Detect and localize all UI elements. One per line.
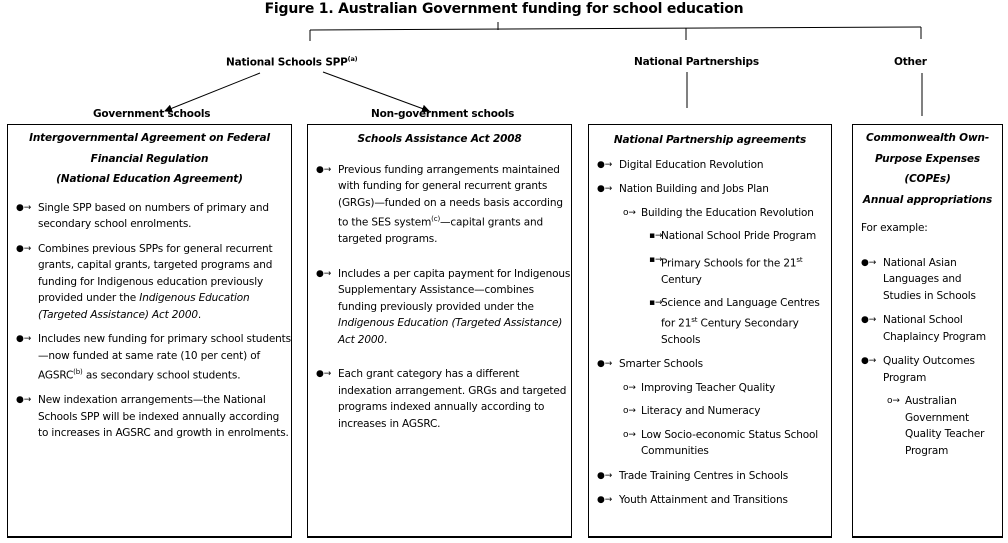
- box-non-government: [307, 124, 572, 538]
- arrow-to-non-government: [323, 72, 429, 111]
- bullet-arrow-icon: ●→: [597, 159, 613, 170]
- bullet-arrow-icon: ●→: [597, 359, 613, 369]
- item-text: Primary Schools for the 21: [661, 257, 797, 269]
- list-item: [308, 162, 571, 248]
- list-item: [589, 403, 831, 420]
- item-text: National School Pride Program: [661, 230, 817, 242]
- square-arrow-icon: ▪→: [649, 254, 663, 265]
- item-text: Improving Teacher Quality: [641, 381, 776, 394]
- bullet-arrow-icon: ●→: [597, 470, 613, 481]
- item-text: Quality Outcomes Program: [883, 355, 975, 384]
- superscript: st: [691, 315, 698, 324]
- bullet-arrow-icon: ●→: [16, 202, 32, 213]
- bullet-arrow-icon: ●→: [597, 184, 613, 194]
- item-text: Digital Education Revolution: [619, 158, 764, 171]
- circle-arrow-icon: o→: [623, 382, 636, 393]
- item-tail: .: [197, 308, 202, 321]
- bullet-arrow-icon: ●→: [316, 164, 332, 175]
- item-text: Literacy and Numeracy: [641, 405, 761, 417]
- item-text: Low Socio-economic Status School Communities: [641, 428, 819, 457]
- arrow-to-government: [165, 73, 260, 111]
- item-text: National School Chaplaincy Program: [883, 314, 986, 343]
- list-item: [589, 157, 831, 174]
- intro-text: For example:: [861, 222, 928, 234]
- item-text: Smarter Schools: [619, 358, 703, 370]
- list-item: [853, 353, 1002, 386]
- heading-line: Intergovernmental Agreement on Federal: [29, 132, 270, 144]
- item-text: Single SPP based on numbers of primary and secondary school enrolments.: [38, 201, 269, 230]
- list-item: [853, 255, 1002, 305]
- footnote-c: (c): [431, 215, 441, 223]
- item-text: Science and Language Centres for 21: [661, 297, 820, 329]
- list-item: [589, 427, 831, 460]
- bullet-arrow-icon: ●→: [861, 356, 877, 366]
- item-text: Includes new funding for primary school students—now funded at same rate (10 per cent) of AGSRC: [38, 333, 291, 382]
- branch-government-schools: Government schools: [93, 108, 211, 120]
- heading-line: Financial Regulation: [90, 152, 209, 165]
- list-item: [8, 331, 291, 384]
- list-item: [8, 241, 291, 324]
- box-other: [852, 124, 1003, 538]
- branch-national-partnerships: National Partnerships: [634, 56, 759, 68]
- list-item: [589, 295, 831, 348]
- list-item: [853, 312, 1002, 345]
- heading-line: Purpose Expenses: [874, 152, 980, 165]
- box-national-partnerships: [588, 124, 832, 538]
- circle-arrow-icon: o→: [623, 406, 636, 416]
- item-text: Previous funding arrangements maintained with funding for general recurrent grants (GRGs)—funded on a needs basis according to the SES system: [338, 163, 563, 229]
- list-item: [308, 366, 571, 432]
- list-item: [589, 380, 831, 397]
- bullet-arrow-icon: ●→: [16, 395, 32, 405]
- box-heading: [8, 128, 291, 190]
- branch-label: National Schools SPP: [226, 56, 348, 69]
- circle-arrow-icon: o→: [887, 396, 900, 406]
- heading-line: Commonwealth Own-: [865, 132, 990, 144]
- footnote-a: (a): [347, 55, 358, 63]
- circle-arrow-icon: o→: [623, 429, 636, 440]
- list-item: [589, 356, 831, 373]
- square-arrow-icon: ▪→: [649, 231, 663, 241]
- bullet-arrow-icon: ●→: [316, 369, 332, 379]
- item-text: Australian Government Quality Teacher Program: [905, 395, 985, 457]
- bullet-arrow-icon: ●→: [861, 257, 877, 268]
- superscript: st: [796, 255, 803, 264]
- list-item: [589, 468, 831, 485]
- item-italic: Indigenous Education (Targeted Assistance) Act 2000: [338, 317, 563, 346]
- item-tail: —capital grants and targeted programs.: [338, 216, 544, 245]
- list-item: [853, 393, 1002, 459]
- item-text: Each grant category has a different indexation arrangement. GRGs and targeted programs indexed annually according to increases in AGSRC.: [338, 368, 567, 430]
- circle-arrow-icon: o→: [623, 207, 636, 218]
- list-item: [589, 252, 831, 289]
- item-tail: as secondary school students.: [82, 369, 241, 382]
- list-item: [589, 181, 831, 198]
- heading-line: (National Education Agreement): [56, 173, 243, 185]
- item-text: Building the Education Revolution: [641, 206, 814, 219]
- connector-top-bar: [310, 27, 921, 30]
- list-item: [589, 228, 831, 245]
- box-heading: National Partnership agreements: [613, 134, 807, 146]
- list-item: [589, 205, 831, 222]
- bullet-arrow-icon: ●→: [861, 315, 877, 325]
- item-text: Nation Building and Jobs Plan: [619, 183, 769, 195]
- branch-other: Other: [894, 56, 927, 68]
- list-item: [8, 392, 291, 442]
- bullet-arrow-icon: ●→: [16, 243, 32, 254]
- item-text: National Asian Languages and Studies in Schools: [883, 256, 976, 302]
- heading-line: Annual appropriations: [862, 193, 993, 206]
- item-text: Trade Training Centres in Schools: [619, 469, 789, 482]
- bullet-arrow-icon: ●→: [316, 268, 332, 279]
- box-heading: Schools Assistance Act 2008: [357, 133, 522, 145]
- item-text: Includes a per capita payment for Indigenous Supplementary Assistance—combines funding previously provided under the: [338, 267, 571, 313]
- bullet-arrow-icon: ●→: [597, 495, 613, 505]
- branch-non-government-schools: Non-government schools: [371, 108, 515, 120]
- list-item: [8, 200, 291, 233]
- list-item: [308, 266, 571, 349]
- box-government: [7, 124, 292, 538]
- item-tail: Century Secondary Schools: [661, 317, 799, 346]
- bullet-arrow-icon: ●→: [16, 334, 32, 344]
- footnote-b: (b): [73, 368, 83, 376]
- item-text: Youth Attainment and Transitions: [619, 494, 788, 506]
- figure-title: Figure 1. Australian Government funding for school education: [264, 1, 744, 17]
- box-heading: [853, 128, 1002, 210]
- branch-national-schools-spp: [226, 55, 357, 69]
- heading-line: (COPEs): [904, 173, 951, 185]
- item-tail: Century: [661, 273, 702, 286]
- item-italic: Indigenous Education (Targeted Assistance) Act 2000: [38, 292, 250, 321]
- square-arrow-icon: ▪→: [649, 298, 663, 308]
- item-text: New indexation arrangements—the National Schools SPP will be indexed annually according to increases in AGSRC and growth in enrolments.: [38, 394, 289, 439]
- list-item: [589, 492, 831, 509]
- item-tail: .: [383, 333, 388, 346]
- item-text: Combines previous SPPs for general recurrent grants, capital grants, targeted programs and funding for Indigenous education previously provided under the: [38, 242, 273, 304]
